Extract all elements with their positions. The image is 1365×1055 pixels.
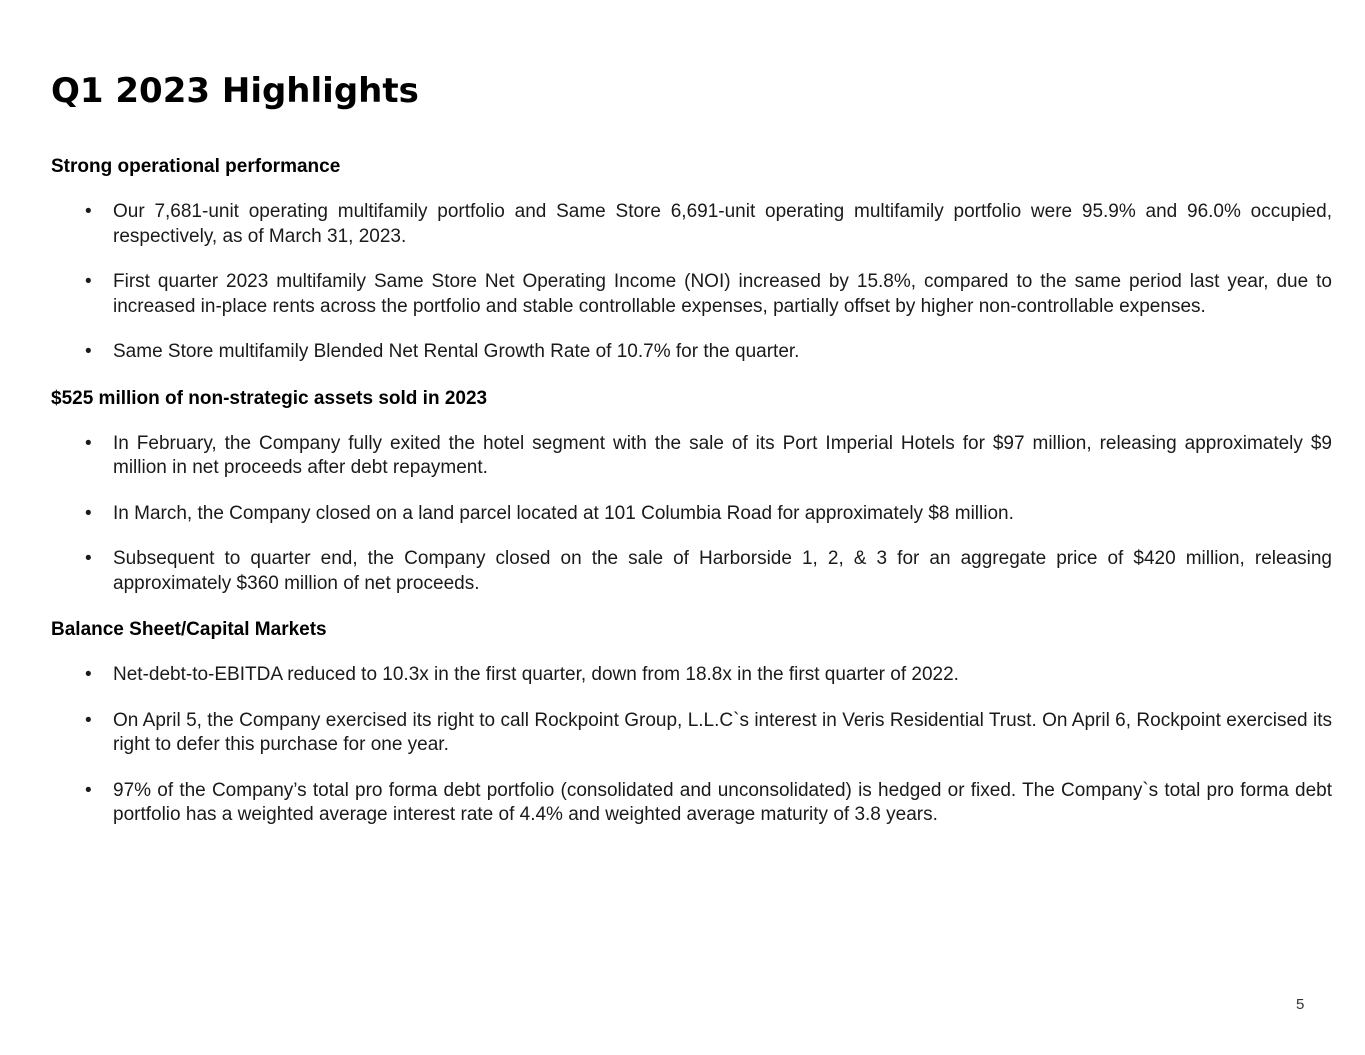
bullet-icon: •: [85, 709, 92, 731]
page-number: 5: [1296, 996, 1305, 1013]
bullet-text: In February, the Company fully exited the hotel segment with the sale of its Port Imperial Hotels for $97 million, releasing approximately $9 million in net proceeds after debt repayment.: [113, 432, 1332, 478]
bullet-list-balance-sheet: [51, 663, 1332, 828]
bullet-item: [51, 663, 1332, 688]
bullet-text: On April 5, the Company exercised its right to call Rockpoint Group, L.L.C`s interest in Veris Residential Trust. On April 6, Rockpoint exercised its right to defer this purchase for one year.: [113, 709, 1332, 755]
bullet-icon: •: [85, 664, 92, 685]
highlights-content: [51, 154, 1332, 828]
bullet-item: [51, 547, 1332, 596]
bullet-text: In March, the Company closed on a land parcel located at 101 Columbia Road for approximately $8 million.: [113, 502, 1014, 524]
bullet-item: [51, 340, 1332, 365]
bullet-icon: •: [85, 201, 92, 222]
bullet-text: Net-debt-to-EBITDA reduced to 10.3x in the first quarter, down from 18.8x in the first quarter of 2022.: [113, 664, 959, 685]
bullet-text: Our 7,681-unit operating multifamily portfolio and Same Store 6,691-unit operating multifamily portfolio were 95.9% and 96.0% occupied, respectively, as of March 31, 2023.: [113, 201, 1332, 247]
section-heading-assets-sold: $525 million of non-strategic assets sold in 2023: [51, 387, 488, 409]
bullet-item: [51, 200, 1332, 249]
bullet-item: [51, 502, 1332, 527]
bullet-icon: •: [85, 432, 92, 454]
bullet-icon: •: [85, 779, 92, 801]
bullet-text: First quarter 2023 multifamily Same Store Net Operating Income (NOI) increased by 15.8%, compared to the same period last year, due to increased in-place rents across the portfolio and stable controllable expenses, partially offset by higher non-controllable expenses.: [113, 271, 1332, 317]
section-heading-operational: Strong operational performance: [51, 156, 341, 177]
bullet-icon: •: [85, 341, 92, 362]
bullet-list-assets-sold: [51, 432, 1332, 597]
bullet-item: [51, 432, 1332, 481]
bullet-text: 97% of the Company’s total pro forma debt portfolio (consolidated and unconsolidated) is hedged or fixed. The Company`s total pro forma debt portfolio has a weighted average interest rate of 4.4% and weighted average maturity of 3.8 years.: [113, 779, 1332, 825]
bullet-item: [51, 779, 1332, 828]
bullet-text: Same Store multifamily Blended Net Rental Growth Rate of 10.7% for the quarter.: [113, 341, 800, 362]
page-title: Q1 2023 Highlights: [51, 71, 419, 111]
bullet-item: [51, 270, 1332, 319]
bullet-item: [51, 709, 1332, 758]
bullet-text: Subsequent to quarter end, the Company closed on the sale of Harborside 1, 2, & 3 for an aggregate price of $420 million, releasing approximately $360 million of net proceeds.: [113, 548, 1332, 594]
bullet-icon: •: [85, 548, 92, 569]
section-heading-balance-sheet: Balance Sheet/Capital Markets: [51, 619, 327, 640]
bullet-icon: •: [85, 502, 92, 524]
bullet-list-operational: [51, 200, 1332, 365]
bullet-icon: •: [85, 271, 92, 292]
